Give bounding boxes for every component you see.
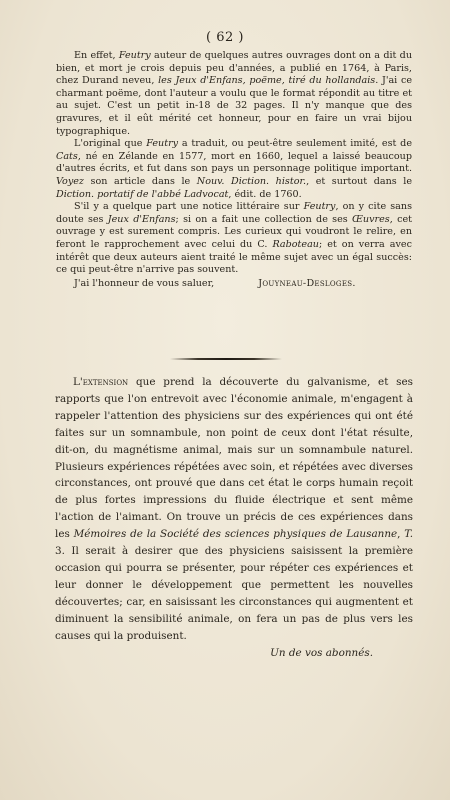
text-run: Feutry bbox=[303, 201, 336, 213]
section-divider bbox=[170, 358, 282, 360]
text-run: En effet, bbox=[74, 50, 119, 61]
text-run: S'il y a quelque part une notice littéraire sur bbox=[74, 201, 304, 213]
text-run: Cats bbox=[56, 150, 78, 162]
text-run: Raboteau bbox=[272, 238, 319, 250]
letter-closing-line bbox=[56, 278, 412, 291]
text-run: L'original que bbox=[74, 138, 147, 150]
text-run: Nouv. Diction. histor. bbox=[196, 175, 307, 187]
text-run: , on y cite sans doute ses bbox=[56, 201, 412, 225]
text-run: , édit. de 1760. bbox=[228, 188, 302, 200]
text-run: Œuvres bbox=[352, 213, 390, 225]
letter-paragraph-3 bbox=[56, 201, 412, 277]
letter-paragraph-2 bbox=[56, 138, 412, 201]
text-run: ; et on verra avec intérêt que deux auteurs aient traité le même sujet avec un égal succès: ce qui peut-être n'arrive pas souvent. bbox=[56, 238, 412, 276]
text-run: les Jeux d'Enfans, poëme, tiré du hollandais. bbox=[158, 75, 379, 87]
text-run: , et surtout dans le bbox=[306, 175, 413, 187]
text-run: , bbox=[397, 528, 405, 541]
text-run: , cet ouvrage y est surement compris. Les curieux qui voudront le relire, en feront le rapprochement avec celui du C. bbox=[56, 213, 412, 250]
text-run: que prend la découverte du galvanisme, et ses rapports que l'on entrevoit avec l'économie animale, m'engagent à rappeler l'attention des physiciens sur des expériences qui ont été faites sur un somnambule, non point de ceux dont l'état résulte, dit-on, du magnétisme animal, mais sur un somnambule naturel. Plusieurs expériences répétées avec soin, et répétées avec diverses circonstances, ont prouvé que dans cet état le corps humain reçoit de plus fortes impressions du fluide électrique et sent même l'action de l'aimant. On trouve un précis de ces expériences dans les bbox=[55, 376, 413, 541]
text-run: son article dans le bbox=[83, 175, 197, 187]
text-run: Mémoires de la Société des sciences physiques de Lausanne bbox=[73, 528, 398, 541]
letter-paragraph-1 bbox=[56, 50, 412, 138]
text-run: L' bbox=[73, 376, 83, 388]
letter-closing: J'ai l'honneur de vous saluer, bbox=[74, 277, 215, 289]
page-number: ( 62 ) bbox=[206, 30, 244, 45]
text-run: Feutry bbox=[146, 138, 179, 150]
text-run: auteur de quelques autres ouvrages dont on a dit du bien, et mort je crois depuis peu d'années, a publié en 1764, à Paris, chez Durand neveu, bbox=[56, 50, 412, 87]
article-signature: Un de vos abonnés. bbox=[270, 646, 373, 659]
text-run: J'ai ce charmant poëme, dont l'auteur a voulu que le format répondit au titre et au sujet. C'est un petit in-18 de 32 pages. Il n'y manque que des gravures, et il eût mérité cet honneur, pour en faire un vrai bijou typographique. bbox=[56, 75, 413, 137]
text-run: T. bbox=[404, 528, 414, 541]
text-run: extension bbox=[82, 376, 129, 388]
text-run: Jeux d'Enfans bbox=[107, 213, 176, 225]
text-run: Diction. portatif de l'abbé Ladvocat bbox=[56, 188, 229, 200]
text-run: a traduit, ou peut-être seulement imité, est de bbox=[178, 138, 412, 150]
text-run: Feutry bbox=[118, 50, 151, 61]
text-run: Voyez bbox=[56, 175, 84, 187]
text-run: 3. Il serait à desirer que des physiciens saisissent la première occasion qui pourra se présenter, pour répéter ces expériences et leur donner le développement que permettent les nouvelles découvertes; car, en saisissant les circonstances qui augmentent et diminuent la sensibilité animale, on fera un pas de plus vers les causes qui la produisent. bbox=[55, 545, 413, 642]
letter-signature: Jouyneau-Desloges. bbox=[258, 277, 356, 289]
article-paragraph bbox=[55, 374, 413, 645]
article-section bbox=[55, 374, 413, 661]
letter-section bbox=[56, 50, 412, 290]
text-run: ; si on a fait une collection de ses bbox=[175, 213, 353, 225]
text-run: , né en Zélande en 1577, mort en 1660, lequel a laissé beaucoup d'autres écrits, et fut dans son pays un personnage politique important. bbox=[56, 150, 412, 175]
